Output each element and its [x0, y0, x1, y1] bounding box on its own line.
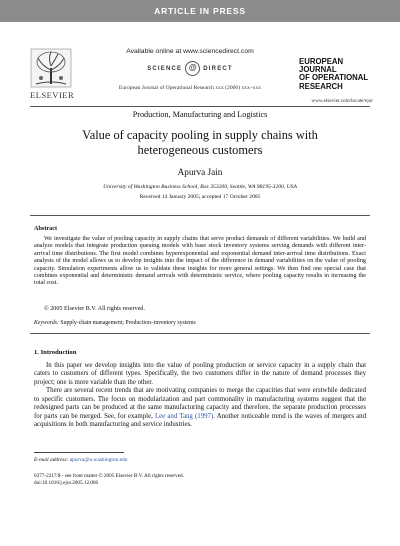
- publisher-name: ELSEVIER: [30, 90, 75, 100]
- citation-link[interactable]: Lee and Tang (1997): [154, 412, 214, 420]
- keywords-label: Keywords:: [34, 320, 59, 326]
- intro-paragraph: In this paper we develop insights into the value of pooling production or service capacity in a supply chain that caters to customers of different types. Specifically, the two customers differ in the nature of demand processes they project; one is more variable than the other.: [34, 362, 366, 386]
- journal-name-line: EUROPEAN: [299, 57, 344, 66]
- available-online-text: Available online at www.sciencedirect.com: [126, 48, 254, 55]
- email-link[interactable]: apurva@u.washington.edu: [69, 457, 128, 463]
- article-title: [40, 128, 360, 158]
- author-email: [34, 457, 127, 463]
- front-matter: [34, 473, 184, 487]
- elsevier-tree-icon: [30, 48, 72, 88]
- title-line: Value of capacity pooling in supply chains with: [82, 128, 318, 142]
- introduction-heading: 1. Introduction: [34, 349, 77, 356]
- author-affiliation: University of Washington Business School, Box 353200, Seattle, WA 98195-3200, USA: [103, 184, 297, 190]
- header-center: [95, 48, 285, 91]
- sciencedirect-logo: [95, 61, 285, 76]
- journal-name-line: OF OPERATIONAL: [299, 73, 369, 83]
- email-label: E-mail address:: [34, 457, 69, 463]
- sciencedirect-left-text: SCIENCE: [147, 65, 183, 72]
- header-divider: [30, 106, 370, 107]
- journal-name-line: JOURNAL: [299, 65, 337, 75]
- footnote-divider: [34, 452, 124, 453]
- abstract-copyright: © 2005 Elsevier B.V. All rights reserved.: [44, 306, 145, 312]
- doi[interactable]: doi:10.1016/j.ejor.2005.12.006: [34, 480, 99, 486]
- abstract-bottom-divider: [30, 333, 370, 334]
- received-dates: Received 14 January 2005; accepted 17 October 2005: [139, 194, 261, 200]
- intro-paragraph: [34, 387, 366, 429]
- intro-text: . Another noticeable trend is the waves of mergers and acquisitions in both manufacturing and service industries.: [34, 412, 367, 429]
- keywords-text: Supply-chain management; Production–inventory systems: [60, 320, 196, 326]
- keywords: [34, 320, 196, 326]
- abstract-top-divider: [30, 215, 370, 216]
- sciencedirect-at-icon: @: [185, 61, 200, 76]
- journal-url[interactable]: www.elsevier.com/locate/ejor: [311, 98, 373, 104]
- front-matter-line: 0377-2217/$ - see front matter © 2005 Elsevier B.V. All rights reserved.: [34, 473, 184, 479]
- journal-name: [299, 58, 374, 91]
- introduction-body: [34, 362, 366, 430]
- sciencedirect-right-text: DIRECT: [203, 65, 233, 72]
- journal-name-line: RESEARCH: [299, 81, 343, 91]
- abstract-heading: Abstract: [34, 225, 58, 232]
- title-line: heterogeneous customers: [137, 143, 263, 157]
- author-name: Apurva Jain: [177, 167, 223, 177]
- intro-text: There are several recent trends that are motivating companies to merge the capacities that were erstwhile dedicated to specific customers. The focus on modularization and part commonality in manufacturing systems suggest that the redesigned parts can be produced at the same manufacturing capacity and therefore, the separate production processes for parts can be merged. See, for example,: [34, 387, 366, 420]
- elsevier-logo: [30, 48, 75, 106]
- journal-citation-line: European Journal of Operational Research xxx (2006) xxx–xxx: [118, 85, 262, 91]
- abstract-text: We investigate the value of pooling capacity in supply chains that serve product demands of different variabilities. We build and analyze models that integrate production queuing models with base stock inventory systems serving demands with different inter-arrival time distributions. The first model combines hyperexponential and exponential demand inter-arrival time distributions. Exact analysis of the model allows us to develop insights into the impact of the difference in demand variabilities on the value of pooling capacity. Simulation experiments allow us to validate these insights for more general settings. We then find one special case that combines exponential and deterministic demand arrivals with deterministic service, where pooling capacity results in increasing the total cost.: [34, 236, 366, 287]
- article-in-press-banner: ARTICLE IN PRESS: [0, 0, 400, 22]
- section-heading: Production, Manufacturing and Logistics: [132, 110, 268, 119]
